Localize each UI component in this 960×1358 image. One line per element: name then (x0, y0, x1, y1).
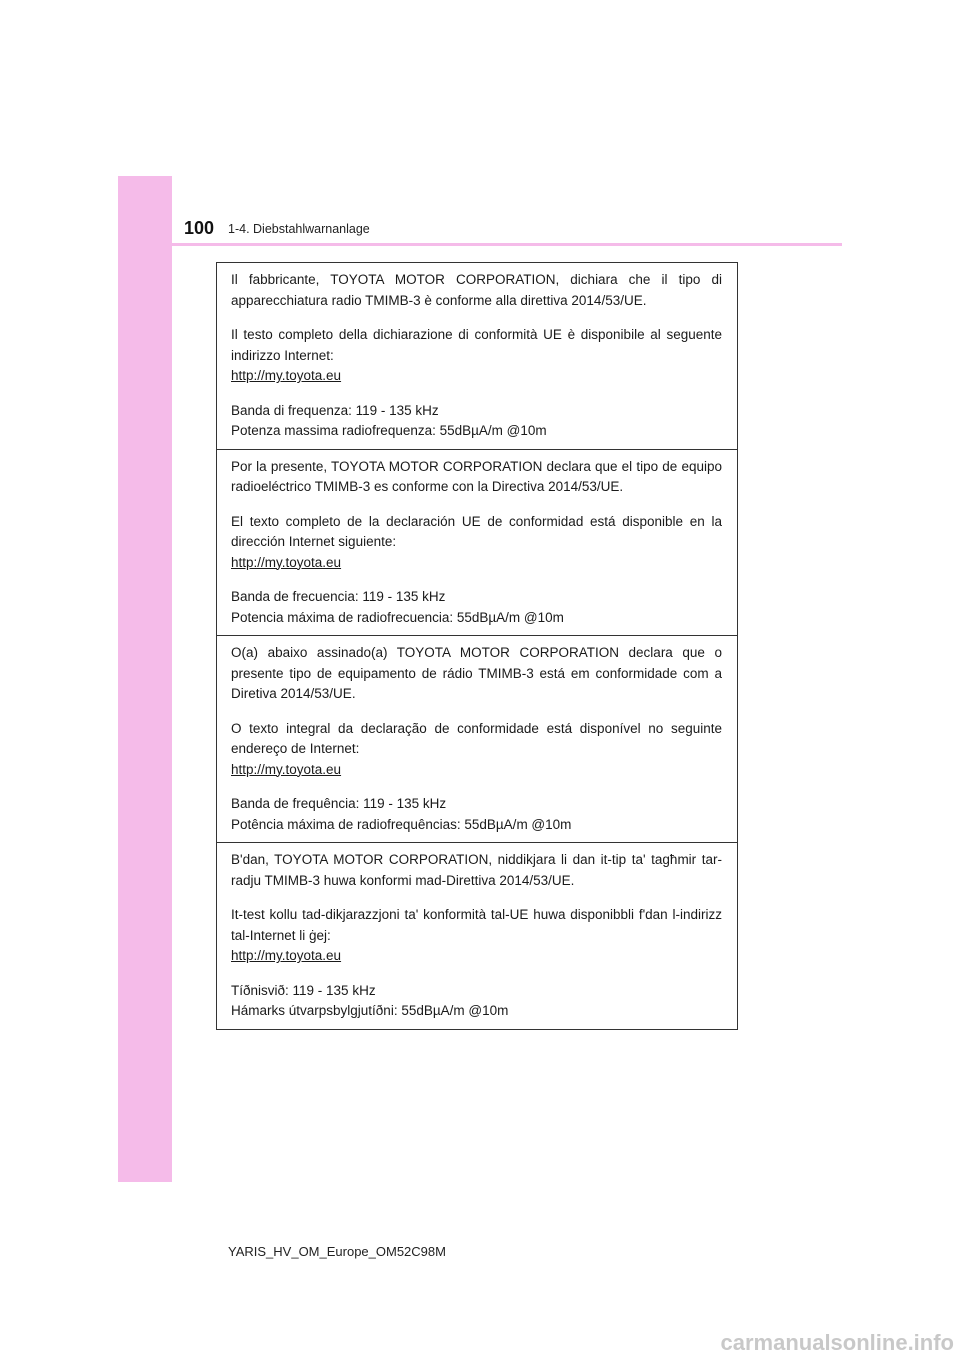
frequency-band: Banda de frecuencia: 119 - 135 kHz (231, 589, 446, 604)
max-power: Potencia máxima de radiofrecuencia: 55dBµA/m @10m (231, 609, 564, 625)
declaration-maltese (217, 843, 737, 1029)
declaration-radio-specs (231, 587, 722, 628)
page-number: 100 (184, 218, 215, 238)
toyota-link[interactable]: http://my.toyota.eu (231, 368, 342, 383)
frequency-band: Banda de frequência: 119 - 135 kHz (231, 796, 447, 811)
section-title: 1-4. Diebstahlwarnanlage (228, 222, 370, 236)
declarations-box (216, 262, 738, 1030)
availability-text: El texto completo de la declaración UE de conformidad está disponible en la dirección Internet siguiente: (231, 513, 722, 549)
max-power: Potenza massima radiofrequenza: 55dBµA/m @10m (231, 423, 547, 438)
toyota-link[interactable]: http://my.toyota.eu (231, 761, 342, 777)
declaration-portuguese (217, 636, 737, 843)
availability-text: It-test kollu tad-dikjarazzjoni ta' konformità tal-UE huwa disponibbli f'dan l-indirizz tal-Internet li ġej: (231, 907, 722, 943)
declaration-radio-specs (231, 794, 722, 835)
header-divider (172, 243, 842, 246)
document-id: YARIS_HV_OM_Europe_OM52C98M (228, 1244, 446, 1259)
declaration-availability (231, 719, 722, 781)
max-power: Hámarks útvarpsbylgjutíðni: 55dBµA/m @10m (231, 1003, 509, 1018)
toyota-link[interactable]: http://my.toyota.eu (231, 554, 342, 570)
declaration-italian (217, 263, 737, 450)
declaration-statement: B'dan, TOYOTA MOTOR CORPORATION, niddikjara li dan it-tip ta' tagħmir tar-radju TMIMB-3 huwa konformi mad-Direttiva 2014/53/UE. (231, 852, 722, 888)
declaration-availability (231, 905, 722, 967)
availability-text: Il testo completo della dichiarazione di conformità UE è disponibile al seguente indirizzo Internet: (231, 327, 722, 363)
declaration-availability (231, 325, 722, 387)
declaration-statement: O(a) abaixo assinado(a) TOYOTA MOTOR CORPORATION declara que o presente tipo de equipamento de rádio TMIMB-3 está em conformidade com a Diretiva 2014/53/UE. (231, 645, 722, 701)
declaration-statement: Por la presente, TOYOTA MOTOR CORPORATION declara que el tipo de equipo radioeléctrico TMIMB-3 es conforme con la Directiva 2014/53/UE. (231, 458, 722, 494)
declaration-statement: Il fabbricante, TOYOTA MOTOR CORPORATION, dichiara che il tipo di apparecchiatura radio TMIMB-3 è conforme alla direttiva 2014/53/UE. (231, 272, 722, 308)
declaration-spanish (217, 450, 737, 637)
availability-text: O texto integral da declaração de conformidade está disponível no seguinte endereço de Internet: (231, 720, 722, 756)
side-color-band (118, 176, 172, 1182)
declaration-availability (231, 512, 722, 574)
declaration-radio-specs (231, 401, 722, 442)
toyota-link[interactable]: http://my.toyota.eu (231, 948, 342, 963)
frequency-band: Banda di frequenza: 119 - 135 kHz (231, 402, 439, 418)
max-power: Potência máxima de radiofrequências: 55dBµA/m @10m (231, 816, 572, 832)
declaration-radio-specs (231, 981, 722, 1022)
watermark: carmanualsonline.info (720, 1330, 954, 1355)
frequency-band: Tíðnisvið: 119 - 135 kHz (231, 982, 376, 998)
